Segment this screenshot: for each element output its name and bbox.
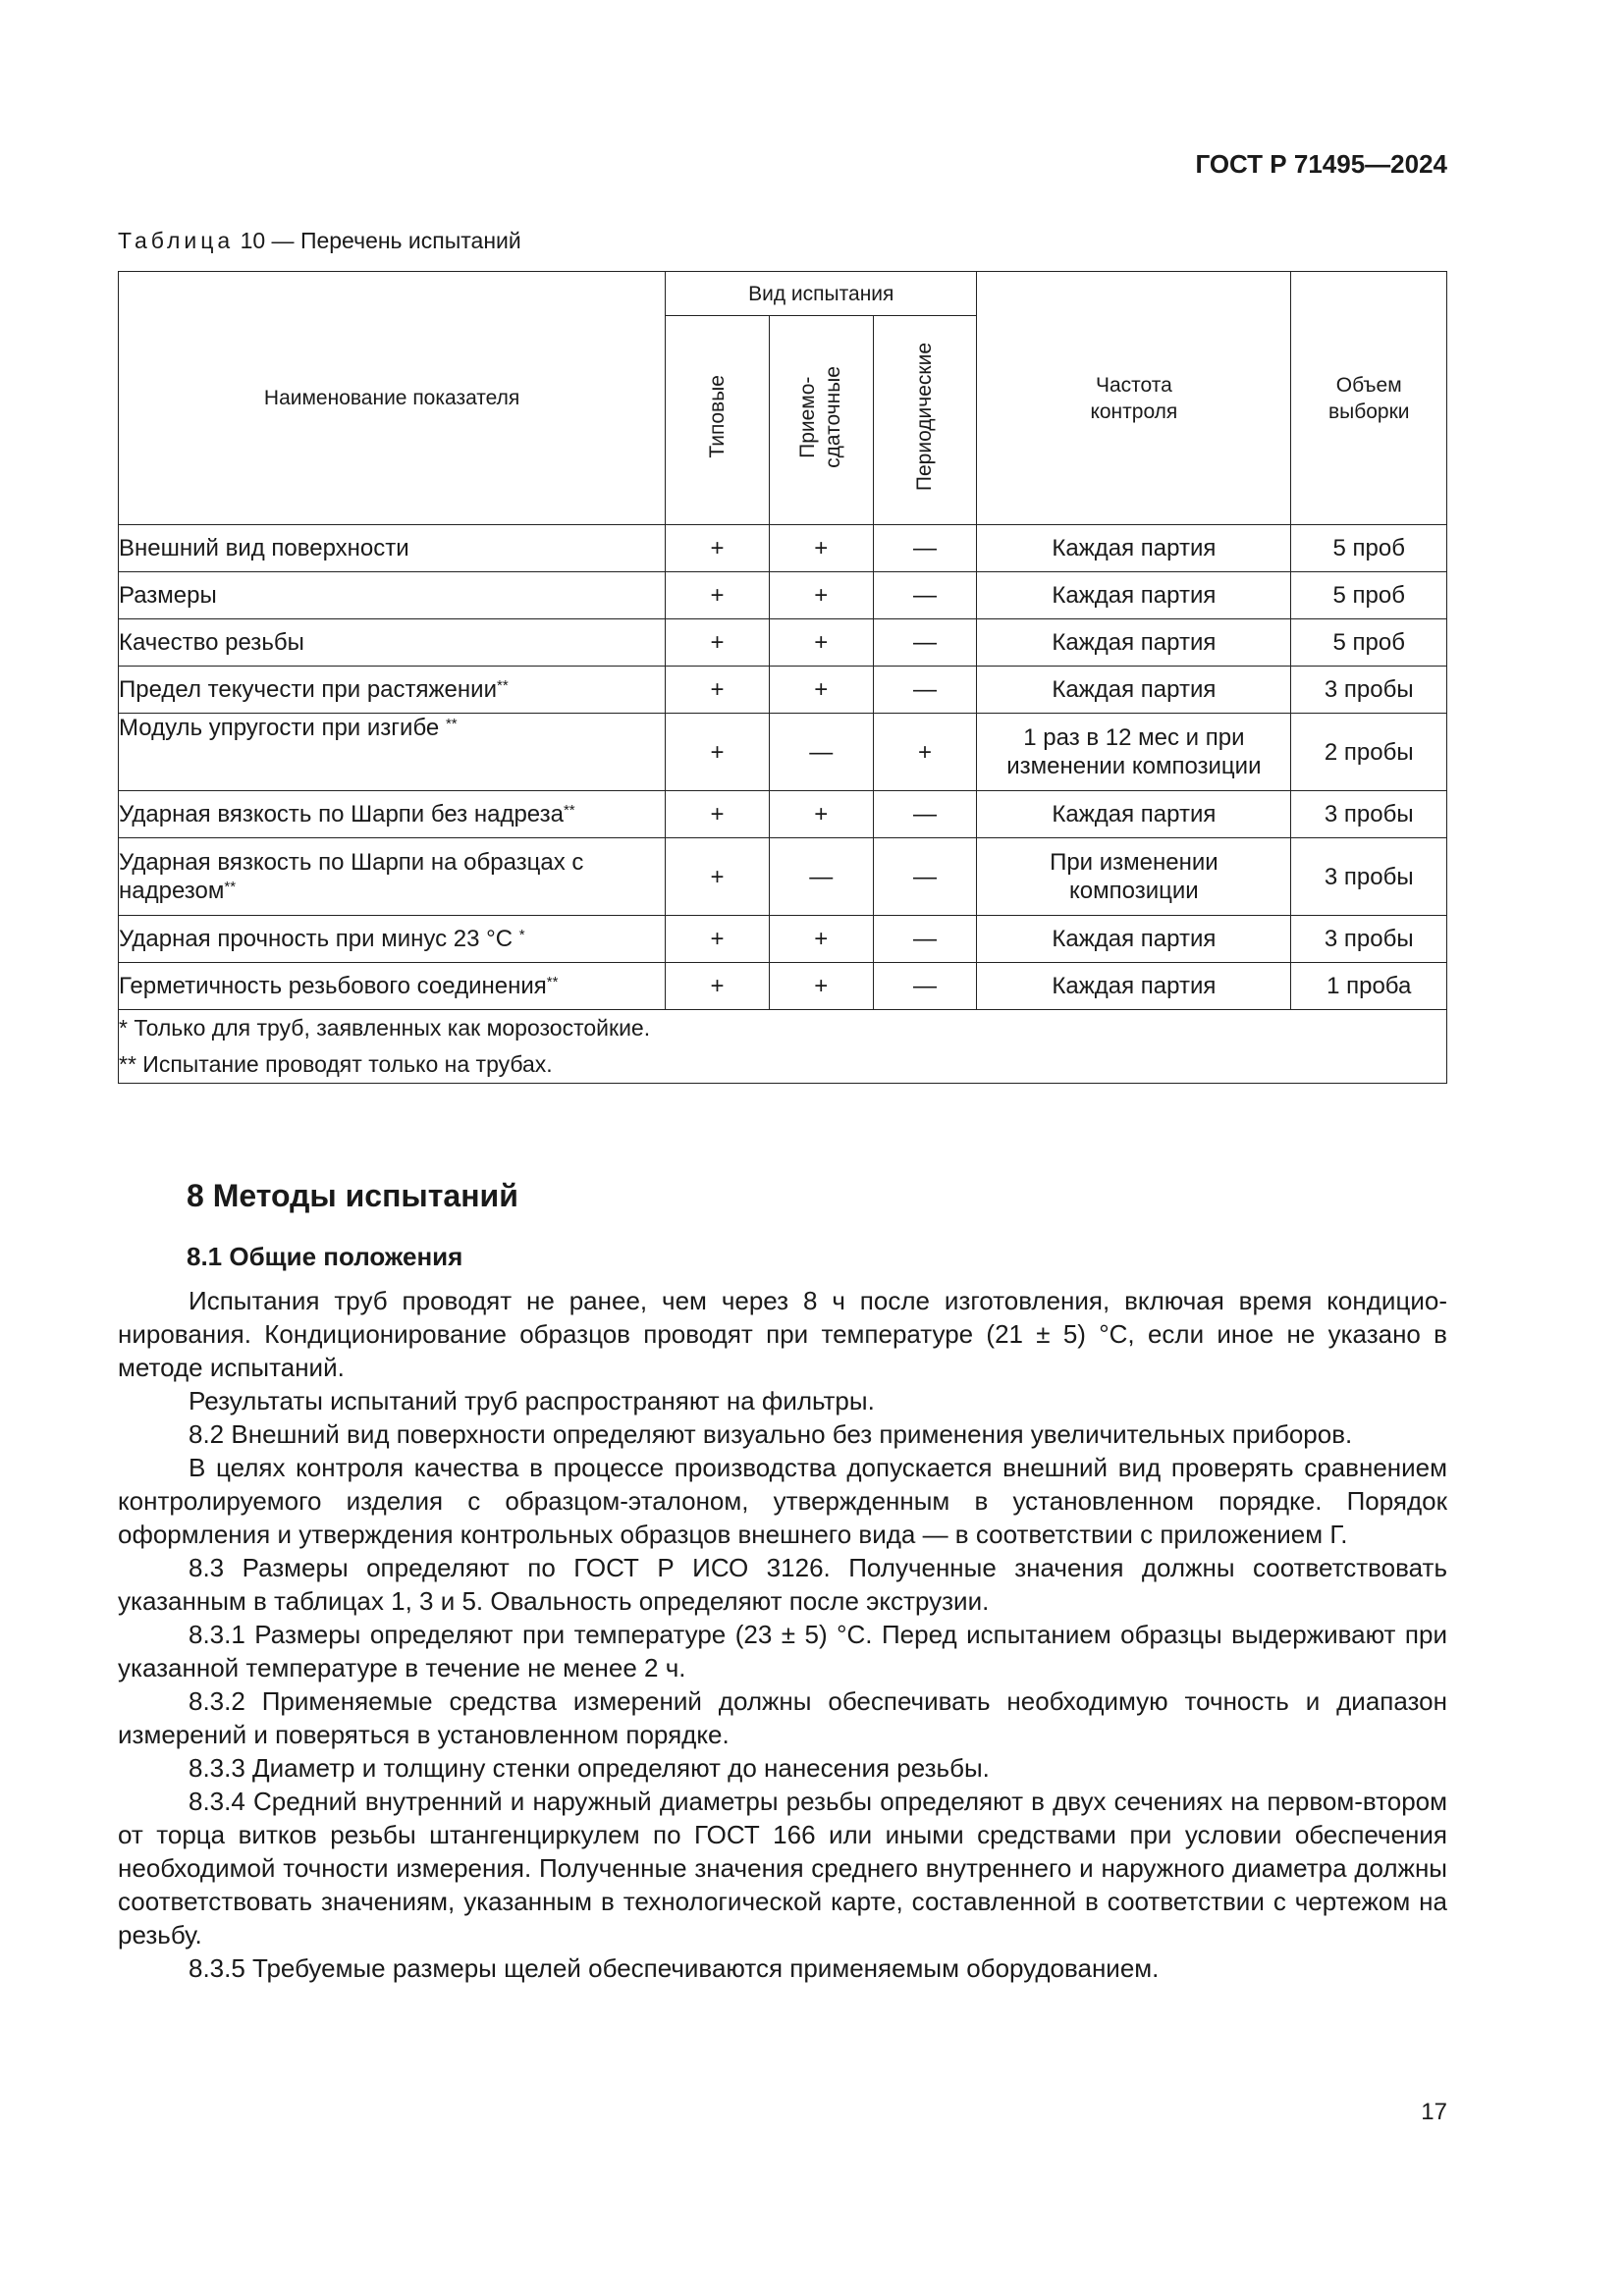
row-name: Модуль упругости при изгибе ** <box>119 714 666 791</box>
header-periodic-label: Периодические <box>912 342 936 492</box>
header-sample <box>1291 272 1447 525</box>
paragraph: 8.3.2 Применяемые средства измерений должны обеспечивать необходимую точность и диапазон измерений и поверяться в установленном порядке. <box>118 1686 1447 1749</box>
table-row <box>119 791 1447 838</box>
paragraph: Результаты испытаний труб распространяют на фильтры. <box>189 1386 875 1415</box>
row-name: Ударная прочность при минус 23 °С * <box>119 916 666 963</box>
section-title: 8 Методы испытаний <box>187 1178 518 1213</box>
header-name: Наименование показателя <box>119 272 666 525</box>
row-sample: 3 пробы <box>1291 667 1447 714</box>
row-acceptance: — <box>769 714 873 791</box>
header-acceptance-line2: сдаточные <box>822 365 845 468</box>
row-typical: + <box>666 963 770 1010</box>
header-acceptance <box>769 316 873 525</box>
row-frequency: При изменении композиции <box>977 838 1291 916</box>
document-code: ГОСТ Р 71495—2024 <box>1195 149 1447 179</box>
row-typical: + <box>666 916 770 963</box>
header-typical-label: Типовые <box>705 375 729 458</box>
paragraph: 8.3.4 Средний внутренний и наружный диаметры резьбы определяют в двух сечениях на первом-втором от торца витков резьбы штангенциркулем по ГОСТ 166 или иными средствами при условии обеспечения необходимой точности измерения. Полученные значения среднего внутреннего и наружного диаметра должны соответствовать значениям, указанным в технологической карте, составленной в соответствии с чертежом на резьбу. <box>118 1787 1447 1949</box>
row-frequency: Каждая партия <box>977 916 1291 963</box>
header-periodic <box>873 316 977 525</box>
row-sample: 3 пробы <box>1291 916 1447 963</box>
table-row <box>119 525 1447 572</box>
header-frequency-line2: контроля <box>1090 400 1178 423</box>
row-name: Герметичность резьбового соединения** <box>119 963 666 1010</box>
row-typical: + <box>666 838 770 916</box>
header-frequency <box>977 272 1291 525</box>
row-acceptance: + <box>769 572 873 619</box>
row-typical: + <box>666 619 770 667</box>
footnote: * Только для труб, заявленных как морозостойкие. <box>119 1015 651 1041</box>
row-name: Предел текучести при растяжении** <box>119 667 666 714</box>
row-periodic: — <box>873 667 977 714</box>
paragraph: 8.3 Размеры определяют по ГОСТ Р ИСО 3126. Полученные значения должны соответствовать указанным в таблицах 1, 3 и 5. Овальность определяют после экструзии. <box>118 1553 1447 1616</box>
header-acceptance-line1: Приемо- <box>796 375 820 458</box>
table-row <box>119 963 1447 1010</box>
row-acceptance: + <box>769 791 873 838</box>
subsection-title: 8.1 Общие положения <box>187 1242 463 1271</box>
table-row <box>119 838 1447 916</box>
row-periodic: — <box>873 916 977 963</box>
row-frequency: Каждая партия <box>977 572 1291 619</box>
row-name: Качество резьбы <box>119 619 666 667</box>
row-typical: + <box>666 791 770 838</box>
table-row <box>119 916 1447 963</box>
table-caption-title: 10 — Перечень испытаний <box>234 228 521 253</box>
body-text <box>118 1284 1447 1985</box>
table-row <box>119 667 1447 714</box>
paragraph: 8.3.1 Размеры определяют при температуре (23 ± 5) °С. Перед испытанием образцы выдерживают при указанной температуре в течение не менее 2 ч. <box>118 1620 1447 1682</box>
row-periodic: — <box>873 963 977 1010</box>
header-frequency-line1: Частота <box>1095 373 1172 397</box>
row-sample: 2 пробы <box>1291 714 1447 791</box>
page-number: 17 <box>1421 2099 1447 2125</box>
row-frequency: Каждая партия <box>977 619 1291 667</box>
row-sample: 5 проб <box>1291 572 1447 619</box>
row-name: Ударная вязкость по Шарпи без надреза** <box>119 791 666 838</box>
row-typical: + <box>666 525 770 572</box>
row-sample: 3 пробы <box>1291 791 1447 838</box>
row-sample: 3 пробы <box>1291 838 1447 916</box>
row-sample: 5 проб <box>1291 619 1447 667</box>
row-periodic: + <box>873 714 977 791</box>
row-frequency: 1 раз в 12 мес и при изменении композиции <box>977 714 1291 791</box>
header-typical <box>666 316 770 525</box>
row-frequency: Каждая партия <box>977 525 1291 572</box>
table-row <box>119 572 1447 619</box>
row-sample: 5 проб <box>1291 525 1447 572</box>
row-periodic: — <box>873 572 977 619</box>
row-periodic: — <box>873 525 977 572</box>
row-acceptance: — <box>769 838 873 916</box>
paragraph: 8.3.3 Диаметр и толщину стенки определяют до нанесения резьбы. <box>189 1753 990 1783</box>
table-caption <box>118 228 521 254</box>
tests-table <box>118 271 1447 1084</box>
paragraph: 8.3.5 Требуемые размеры щелей обеспечиваются применяемым оборудованием. <box>189 1953 1160 1983</box>
row-periodic: — <box>873 791 977 838</box>
row-periodic: — <box>873 838 977 916</box>
table-caption-prefix: Таблица <box>118 228 235 253</box>
table-notes-row <box>119 1010 1447 1084</box>
row-frequency: Каждая партия <box>977 791 1291 838</box>
table-row <box>119 714 1447 791</box>
row-acceptance: + <box>769 667 873 714</box>
row-acceptance: + <box>769 619 873 667</box>
row-name: Внешний вид поверхности <box>119 525 666 572</box>
row-typical: + <box>666 667 770 714</box>
header-test-type: Вид испытания <box>666 272 977 316</box>
row-typical: + <box>666 714 770 791</box>
row-frequency: Каждая партия <box>977 963 1291 1010</box>
row-name: Ударная вязкость по Шарпи на образцах с надрезом** <box>119 838 666 916</box>
row-acceptance: + <box>769 916 873 963</box>
row-acceptance: + <box>769 963 873 1010</box>
footnote: ** Испытание проводят только на трубах. <box>119 1051 553 1077</box>
paragraph: 8.2 Внешний вид поверхности определяют визуально без применения увеличительных приборов. <box>189 1419 1353 1449</box>
table-notes <box>119 1010 1447 1084</box>
row-acceptance: + <box>769 525 873 572</box>
table-row <box>119 619 1447 667</box>
header-sample-line1: Объем <box>1335 373 1402 397</box>
header-sample-line2: выборки <box>1327 400 1410 423</box>
header-acceptance-label <box>795 366 846 468</box>
row-name: Размеры <box>119 572 666 619</box>
row-frequency: Каждая партия <box>977 667 1291 714</box>
row-sample: 1 проба <box>1291 963 1447 1010</box>
row-periodic: — <box>873 619 977 667</box>
row-typical: + <box>666 572 770 619</box>
paragraph: Испытания труб проводят не ранее, чем через 8 ч после изготовления, включая время кондиционирования. Кондиционирование образцов проводят при температуре (21 ± 5) °С, если иное не указано в методе испытаний. <box>118 1286 1447 1382</box>
paragraph: В целях контроля качества в процессе производства допускается внешний вид проверять сравнением контролируемого изделия с образцом-эталоном, утвержденным в установленном порядке. Порядок оформления и утверждения контрольных образцов внешнего вида — в соответствии с приложением Г. <box>118 1453 1447 1549</box>
